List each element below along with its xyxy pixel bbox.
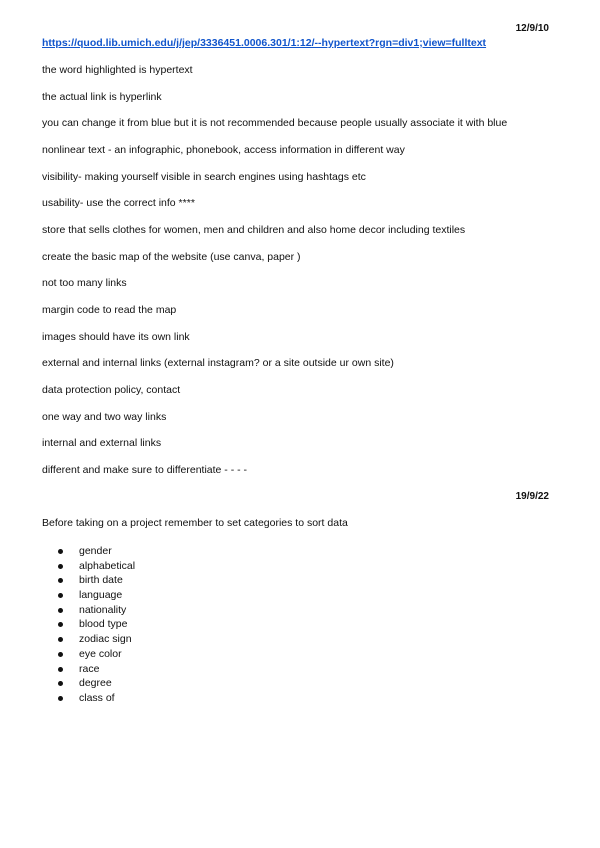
bullet-icon	[58, 681, 63, 686]
bullet-icon	[58, 637, 63, 642]
note-line: nonlinear text - an infographic, phonebook, access information in different way	[42, 144, 405, 156]
categories-intro: Before taking on a project remember to set categories to sort data	[42, 517, 348, 529]
note-line: create the basic map of the website (use canva, paper )	[42, 251, 301, 263]
list-item: eye color	[58, 647, 135, 662]
note-line: the word highlighted is hypertext	[42, 64, 193, 76]
categories-bullet-list	[58, 544, 135, 706]
bullet-icon	[58, 593, 63, 598]
hypertext-reference-link[interactable]: https://quod.lib.umich.edu/j/jep/3336451.0006.301/1:12/--hypertext?rgn=div1;view=fulltext	[42, 37, 487, 49]
note-line: store that sells clothes for women, men and children and also home decor including textiles	[42, 224, 466, 236]
note-line: one way and two way links	[42, 411, 167, 423]
note-line: images should have its own link	[42, 331, 190, 343]
bullet-icon	[58, 667, 63, 672]
bullet-icon	[58, 549, 63, 554]
list-item: race	[58, 662, 135, 677]
bullet-icon	[58, 652, 63, 657]
list-item: gender	[58, 544, 135, 559]
list-item: zodiac sign	[58, 632, 135, 647]
note-line: usability- use the correct info ****	[42, 197, 195, 209]
list-item: alphabetical	[58, 559, 135, 574]
list-item: blood type	[58, 617, 135, 632]
date-heading-2: 19/9/22	[515, 491, 549, 502]
bullet-icon	[58, 564, 63, 569]
list-item: language	[58, 588, 135, 603]
note-line: the actual link is hyperlink	[42, 91, 162, 103]
list-item: degree	[58, 676, 135, 691]
note-line: visibility- making yourself visible in search engines using hashtags etc	[42, 171, 366, 183]
note-line: external and internal links (external instagram? or a site outside ur own site)	[42, 357, 394, 369]
bullet-icon	[58, 578, 63, 583]
bullet-icon	[58, 696, 63, 701]
note-line: data protection policy, contact	[42, 384, 181, 396]
note-line: different and make sure to differentiate - - - -	[42, 464, 248, 476]
list-item: nationality	[58, 603, 135, 618]
list-item: birth date	[58, 573, 135, 588]
note-line: margin code to read the map	[42, 304, 177, 316]
note-line: not too many links	[42, 277, 127, 289]
bullet-icon	[58, 608, 63, 613]
list-item: class of	[58, 691, 135, 706]
note-line: internal and external links	[42, 437, 162, 449]
date-heading-1: 12/9/10	[515, 23, 549, 34]
bullet-icon	[58, 622, 63, 627]
note-line: you can change it from blue but it is not recommended because people usually associate it with blue	[42, 117, 508, 129]
